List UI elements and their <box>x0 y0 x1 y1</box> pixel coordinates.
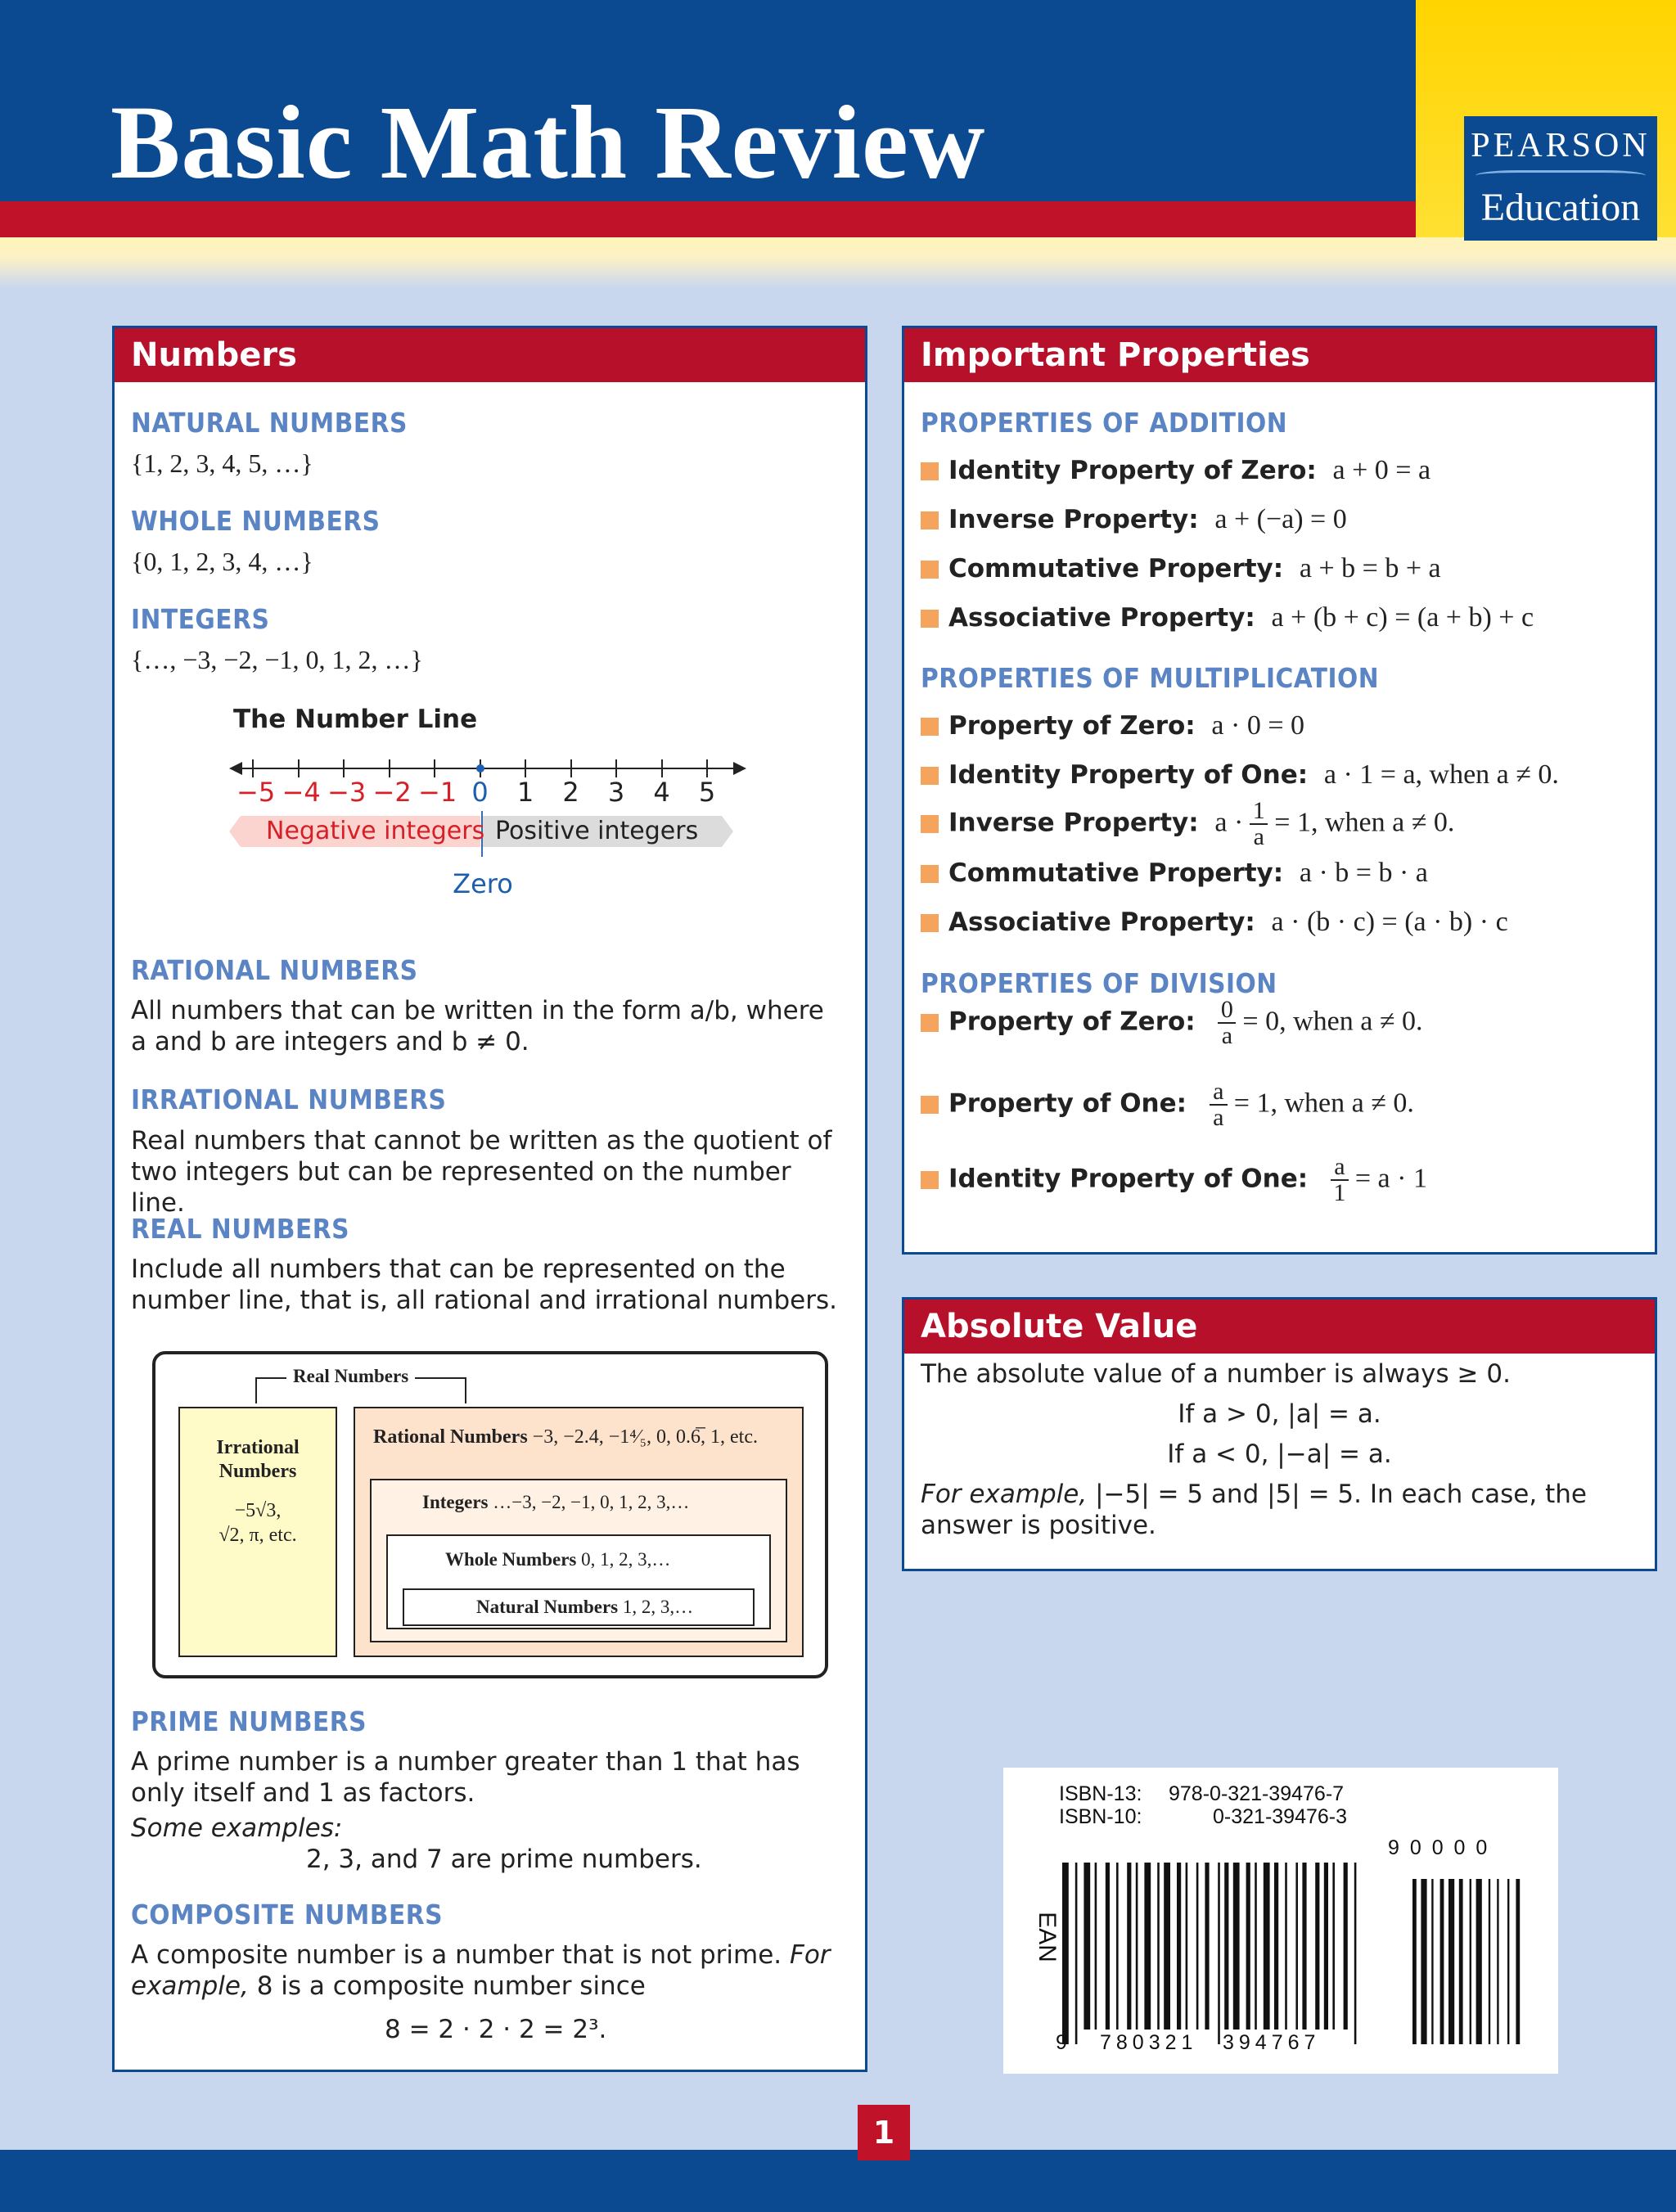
barcode-bar <box>1255 1863 1257 2030</box>
number-line-tick <box>615 759 617 777</box>
real-text: Include all numbers that can be represented on the number line, that is, all rational and irrational numbers. <box>131 1255 838 1315</box>
property-expression: a · (b · c) = (a · b) · c <box>1271 907 1508 937</box>
number-line-label: −5 <box>237 777 276 808</box>
property-name: Inverse Property: <box>948 505 1199 534</box>
bullet-square-icon <box>921 462 939 480</box>
rational-text: All numbers that can be written in the form a/b, where a and b are integers and b ≠ 0. <box>131 996 824 1056</box>
property-item <box>921 1155 1427 1205</box>
logo-top-text: PEARSON <box>1471 127 1651 164</box>
footer-band <box>0 2150 1676 2212</box>
logo-bottom-text: Education <box>1480 186 1641 229</box>
barcode-addon: 9 0 0 0 0 <box>1388 1836 1490 1859</box>
property-expression: = 0, when a ≠ 0. <box>1242 1006 1423 1037</box>
composite-equation: 8 = 2 · 2 · 2 = 2³. <box>385 2015 607 2044</box>
rational-examples: −3, −2.4, −1⁴⁄₅, 0, 0.6̅, 1, etc. <box>532 1426 758 1448</box>
bullet-square-icon <box>921 561 939 579</box>
isbn13-value: 978-0-321-39476-7 <box>1169 1782 1345 1805</box>
properties-panel <box>902 326 1657 1255</box>
barcode-addon-bar <box>1440 1879 1444 2044</box>
irrational-examples-1: −5√3, <box>234 1500 282 1521</box>
barcode-bar <box>1315 1863 1319 2030</box>
property-name: Associative Property: <box>948 603 1255 633</box>
number-line-label: −1 <box>418 777 457 808</box>
barcode-bar <box>1285 1863 1287 2030</box>
property-item <box>921 504 1347 535</box>
fraction <box>1218 998 1236 1048</box>
natural-box-label <box>476 1597 693 1618</box>
fraction <box>1331 1155 1349 1205</box>
isbn-barcode <box>1003 1768 1558 2074</box>
property-item <box>921 858 1428 889</box>
page-title: Basic Math Review <box>110 84 986 200</box>
prime-text: A prime number is a number greater than 1 that has only itself and 1 as factors. <box>131 1747 800 1808</box>
barcode-bar <box>1224 1863 1228 2030</box>
bullet-square-icon <box>921 511 939 529</box>
barcode-addon-bar <box>1448 1879 1454 2044</box>
number-line-label: −4 <box>282 777 321 808</box>
integers-examples: …−3, −2, −1, 0, 1, 2, 3,… <box>493 1492 690 1512</box>
isbn10-label: ISBN-10: <box>1059 1805 1142 1828</box>
property-name: Commutative Property: <box>948 554 1284 583</box>
property-item <box>921 455 1430 486</box>
barcode-bar <box>1196 1863 1199 2030</box>
whole-examples: 0, 1, 2, 3,… <box>581 1549 671 1570</box>
fraction-numerator: 0 <box>1220 996 1233 1023</box>
barcode-addon-bar <box>1497 1879 1498 2044</box>
prime-examples: 2, 3, and 7 are prime numbers. <box>306 1845 702 1874</box>
property-expression: a + (b + c) = (a + b) + c <box>1271 602 1534 633</box>
barcode-addon-bar <box>1421 1879 1426 2044</box>
irrational-box-label: Irrational Numbers <box>216 1437 300 1482</box>
property-name: Identity Property of One: <box>948 760 1309 790</box>
bullet-square-icon <box>921 914 939 932</box>
property-name: Property of Zero: <box>948 711 1196 741</box>
positive-label: Positive integers <box>495 817 699 845</box>
rational-title: RATIONAL NUMBERS <box>131 954 418 986</box>
barcode-addon-bar <box>1476 1879 1482 2044</box>
numbers-heading: Numbers <box>115 328 865 382</box>
composite-text-2: For example, <box>131 1940 831 2001</box>
page-number: 1 <box>858 2105 910 2160</box>
number-line-tick <box>434 759 435 777</box>
prime-examples-intro: Some examples: <box>131 1813 343 1843</box>
bullet-square-icon <box>921 815 939 833</box>
whole-set: {0, 1, 2, 3, 4, …} <box>131 547 313 576</box>
bullet-square-icon <box>921 1096 939 1114</box>
barcode-bar <box>1106 1863 1110 2030</box>
barcode-addon-bar <box>1516 1879 1520 2044</box>
barcode-bar <box>1136 1863 1138 2030</box>
fraction-denominator: a <box>1218 1022 1236 1048</box>
number-line-label: 0 <box>471 777 489 808</box>
prime-title: PRIME NUMBERS <box>131 1705 367 1737</box>
ean-label: EAN <box>1033 1912 1061 1962</box>
integers-box-label <box>422 1492 689 1513</box>
bullet-square-icon <box>921 718 939 736</box>
property-expression: a · 0 = 0 <box>1211 710 1305 741</box>
barcode-bar <box>1095 1863 1097 2030</box>
barcode-addon-bar <box>1507 1879 1509 2044</box>
real-title: REAL NUMBERS <box>131 1213 350 1245</box>
absolute-rule-1: If a > 0, |a| = a. <box>1178 1399 1381 1429</box>
natural-examples: 1, 2, 3,… <box>622 1597 694 1617</box>
number-line-tick <box>570 759 572 777</box>
irrational-examples-2: √2, π, etc. <box>219 1525 297 1546</box>
number-line-label: 3 <box>607 777 625 808</box>
barcode-bar <box>1177 1863 1181 2030</box>
irrational-text: Real numbers that cannot be written as the quotient of two integers but can be represented on the number line. <box>131 1126 832 1218</box>
number-line-label: 2 <box>562 777 579 808</box>
property-expression: a · b = b · a <box>1299 858 1428 888</box>
isbn10-value: 0-321-39476-3 <box>1213 1805 1348 1828</box>
barcode-addon-bar <box>1470 1879 1471 2044</box>
isbn13-label: ISBN-13: <box>1059 1782 1142 1805</box>
multiplication-title: PROPERTIES OF MULTIPLICATION <box>921 662 1380 694</box>
property-expression: a + b = b + a <box>1299 553 1441 583</box>
barcode-addon-bar <box>1431 1879 1433 2044</box>
barcode-bar <box>1246 1863 1250 2030</box>
real-numbers-label: Real Numbers <box>286 1366 415 1387</box>
property-item <box>921 553 1441 584</box>
number-line-tick <box>706 759 708 777</box>
barcode-bar <box>1164 1863 1170 2030</box>
barcode-lead-digit: 9 <box>1056 2031 1067 2054</box>
property-name: Property of Zero: <box>948 1007 1196 1037</box>
header-red-stripe <box>0 201 1416 237</box>
property-item <box>921 1079 1414 1130</box>
barcode-bar <box>1116 1863 1119 2030</box>
composite-text <box>131 1939 835 2002</box>
number-line-label: −3 <box>327 777 367 808</box>
fraction <box>1250 799 1268 849</box>
barcode-bar <box>1344 1863 1348 2030</box>
number-line-label: 1 <box>516 777 534 808</box>
barcode-bar <box>1157 1863 1160 2030</box>
barcode-bar <box>1144 1863 1151 2030</box>
composite-text-1: A composite number is a number that is not prime. <box>131 1940 782 1970</box>
natural-label: Natural Numbers <box>476 1597 619 1617</box>
barcode-bar <box>1062 1863 1069 2044</box>
addition-title: PROPERTIES OF ADDITION <box>921 407 1288 439</box>
logo-swoosh <box>1476 170 1646 181</box>
barcode-bar <box>1084 1863 1090 2030</box>
fraction-numerator: 1 <box>1252 797 1265 824</box>
property-name: Associative Property: <box>948 908 1255 937</box>
absolute-rule-2: If a < 0, |−a| = a. <box>1167 1439 1392 1469</box>
number-line-tick <box>298 759 300 777</box>
property-expression: = 1, when a ≠ 0. <box>1233 1088 1414 1119</box>
fraction-denominator: a <box>1250 823 1268 849</box>
property-expression: a · <box>1214 807 1244 838</box>
absolute-panel <box>902 1297 1657 1571</box>
barcode-addon-bar <box>1489 1879 1490 2044</box>
irrational-title: IRRATIONAL NUMBERS <box>131 1083 447 1115</box>
absolute-heading: Absolute Value <box>904 1300 1655 1354</box>
barcode-bar <box>1218 1863 1220 2044</box>
integers-title: INTEGERS <box>131 603 270 635</box>
property-item <box>921 907 1508 938</box>
rational-box-label <box>373 1426 758 1448</box>
property-name: Inverse Property: <box>948 808 1199 838</box>
rational-box <box>354 1407 804 1657</box>
integers-set: {…, −3, −2, −1, 0, 1, 2, …} <box>131 645 423 674</box>
fraction-denominator: 1 <box>1331 1179 1349 1205</box>
number-line-tick <box>343 759 345 777</box>
barcode-bar <box>1274 1863 1278 2030</box>
natural-title: NATURAL NUMBERS <box>131 407 408 439</box>
barcode-bar <box>1354 1863 1357 2044</box>
negative-label: Negative integers <box>266 817 485 845</box>
barcode-bar <box>1205 1863 1209 2030</box>
fraction <box>1210 1079 1228 1130</box>
barcode-addon-bar <box>1459 1879 1463 2044</box>
absolute-example <box>921 1479 1633 1541</box>
absolute-intro: The absolute value of a number is always ≥ 0. <box>921 1359 1511 1389</box>
barcode-bar <box>1295 1863 1298 2030</box>
property-expression: a + (−a) = 0 <box>1214 504 1347 534</box>
zero-label: Zero <box>453 868 513 899</box>
integers-box <box>370 1479 787 1642</box>
property-name: Identity Property of Zero: <box>948 456 1317 485</box>
composite-text-3: 8 is a composite number since <box>256 1971 646 2001</box>
whole-box <box>386 1534 771 1629</box>
bullet-square-icon <box>921 865 939 883</box>
property-item <box>921 799 1454 849</box>
property-expression: a + 0 = a <box>1332 455 1431 485</box>
barcode-bar <box>1302 1863 1306 2030</box>
whole-label: Whole Numbers <box>445 1549 577 1570</box>
property-item <box>921 759 1559 791</box>
number-line-tick <box>661 759 663 777</box>
property-expression: a · 1 = a, when a ≠ 0. <box>1323 759 1559 790</box>
number-line-tick <box>389 759 390 777</box>
property-item <box>921 998 1423 1048</box>
numbers-panel <box>112 326 867 2072</box>
fraction-denominator: a <box>1210 1104 1228 1130</box>
irrational-box <box>178 1407 337 1657</box>
rational-label: Rational Numbers <box>373 1426 528 1448</box>
barcode-left-digits: 780321 <box>1100 2031 1198 2054</box>
barcode-bars <box>1052 1863 1543 2051</box>
number-line-tick <box>252 759 254 777</box>
barcode-bar <box>1186 1863 1188 2030</box>
integers-label: Integers <box>422 1492 489 1512</box>
bullet-square-icon <box>921 610 939 628</box>
barcode-bar <box>1264 1863 1270 2030</box>
bullet-square-icon <box>921 767 939 785</box>
property-expression: = 1, when a ≠ 0. <box>1274 807 1455 838</box>
natural-set: {1, 2, 3, 4, 5, …} <box>131 448 313 478</box>
whole-title: WHOLE NUMBERS <box>131 505 381 537</box>
number-line-label: 5 <box>698 777 716 808</box>
property-item <box>921 710 1304 741</box>
property-expression: = a · 1 <box>1354 1163 1427 1194</box>
property-name: Property of One: <box>948 1088 1187 1119</box>
barcode-bar <box>1233 1863 1240 2030</box>
property-item <box>921 602 1534 633</box>
pearson-logo <box>1464 116 1657 241</box>
zero-dot <box>476 764 484 773</box>
barcode-bar <box>1075 1863 1078 2044</box>
bullet-square-icon <box>921 1171 939 1189</box>
number-line-label: 4 <box>653 777 670 808</box>
property-name: Identity Property of One: <box>948 1164 1309 1194</box>
barcode-addon-bar <box>1412 1879 1417 2044</box>
division-title: PROPERTIES OF DIVISION <box>921 967 1277 999</box>
number-line-tick <box>525 759 526 777</box>
absolute-example-lead: For example, <box>921 1480 1088 1509</box>
composite-title: COMPOSITE NUMBERS <box>131 1899 444 1930</box>
natural-box <box>403 1588 755 1626</box>
absolute-example-rest: |−5| = 5 and |5| = 5. In each case, the answer is positive. <box>921 1480 1587 1540</box>
number-line <box>229 696 753 917</box>
barcode-right-digits: 394767 <box>1223 2031 1321 2054</box>
fraction-numerator: a <box>1213 1078 1224 1105</box>
properties-heading: Important Properties <box>904 328 1655 382</box>
barcode-bar <box>1324 1863 1328 2030</box>
header-fade <box>0 237 1676 288</box>
whole-box-label <box>445 1549 670 1570</box>
fraction-numerator: a <box>1334 1153 1345 1180</box>
number-line-label: −2 <box>372 777 412 808</box>
bullet-square-icon <box>921 1014 939 1032</box>
barcode-bar <box>1127 1863 1131 2030</box>
property-name: Commutative Property: <box>948 858 1284 888</box>
number-line-title: The Number Line <box>233 705 478 734</box>
barcode-bar <box>1332 1863 1335 2030</box>
real-numbers-diagram <box>152 1351 828 1678</box>
